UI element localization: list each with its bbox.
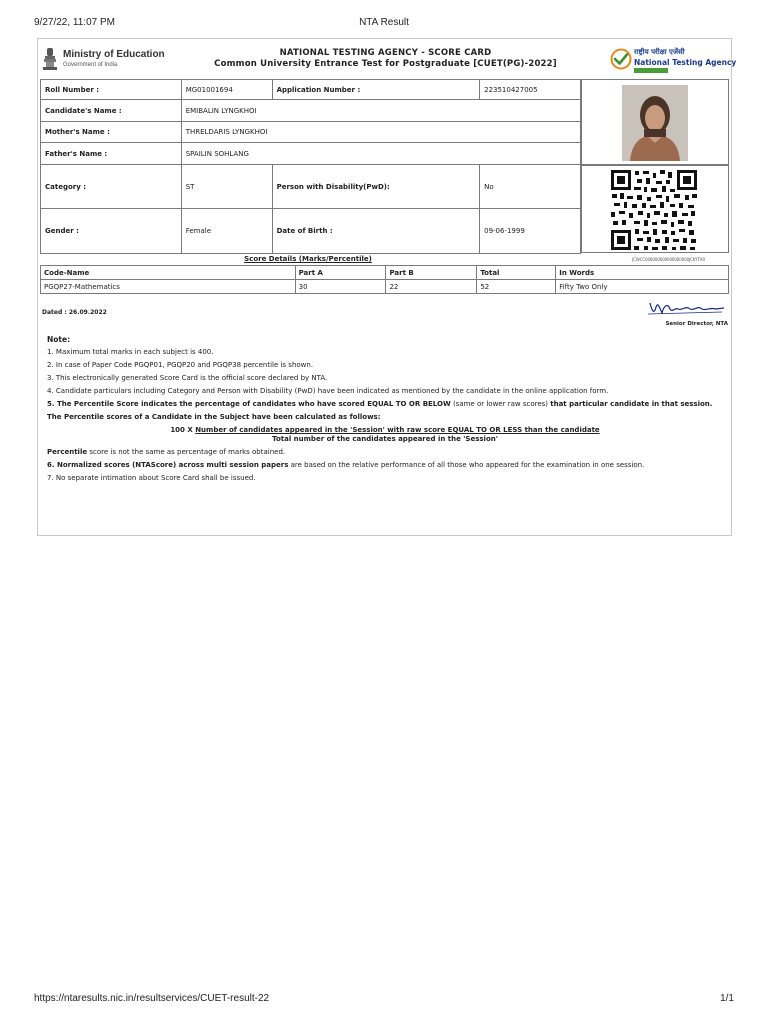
father-name-label: Father's Name : (41, 143, 182, 165)
note-6-rest: are based on the relative performance of all those who appeared for the examination in one session. (290, 461, 645, 469)
table-row (41, 122, 581, 143)
table-row (41, 143, 581, 165)
card-heading (188, 48, 583, 70)
ministry-logo-block (42, 47, 192, 73)
dated-line: Dated : 26.09.2022 (42, 309, 107, 316)
score-table (40, 265, 729, 294)
application-number-label: Application Number : (272, 80, 480, 100)
nta-logo-block (610, 45, 737, 75)
ministry-subtitle: Government of India (63, 62, 118, 68)
col-code-name: Code-Name (41, 266, 296, 280)
note-7: 7. No separate intimation about Score Card shall be issued. (47, 474, 256, 482)
print-header (34, 17, 734, 31)
subject-code-name: PGQP27-Mathematics (41, 280, 296, 294)
table-row (41, 209, 581, 254)
note-5-bold-end: that particular candidate in that session. (550, 400, 713, 408)
print-footer (34, 993, 734, 1007)
note-5 (47, 400, 723, 409)
table-row (41, 100, 581, 122)
note-5-normal: (same or lower raw scores) (452, 400, 549, 408)
score-details-title: Score Details (Marks/Percentile) (244, 255, 372, 263)
part-b-score: 22 (386, 280, 477, 294)
roll-number-value: MG01001694 (181, 80, 272, 100)
total-score: 52 (477, 280, 556, 294)
table-row (41, 80, 581, 100)
score-card (37, 38, 737, 536)
note-2: 2. In case of Paper Code PGQP01, PGQP20 and PGQP38 percentile is shown. (47, 361, 314, 369)
nta-english-name: National Testing Agency (634, 58, 737, 67)
pwd-value: No (480, 165, 581, 209)
note-6 (47, 461, 723, 470)
formula-numerator: Number of candidates appeared in the 'Session' with raw score EQUAL TO OR LESS than the candidate (195, 426, 600, 434)
pwd-label: Person with Disability(PwD): (272, 165, 480, 209)
ministry-name: Ministry of Education (63, 49, 165, 60)
father-name-value: SPAILIN SOHLANG (181, 143, 580, 165)
calc-heading (47, 413, 723, 422)
card-subtitle: Common University Entrance Test for Postgraduate [CUET(PG)-2022] (214, 59, 557, 69)
print-page-title: NTA Result (359, 17, 409, 28)
gender-label: Gender : (41, 209, 182, 254)
col-part-a: Part A (295, 266, 386, 280)
dob-label: Date of Birth : (272, 209, 480, 254)
formula-denominator: Total number of the candidates appeared in the 'Session' (272, 435, 498, 443)
print-page-number: 1/1 (720, 993, 734, 1004)
nta-tagline-bar (634, 68, 668, 73)
photo-cell (581, 79, 729, 165)
mother-name-value: THRELDARIS LYNGKHOI (181, 122, 580, 143)
director-signature (638, 297, 728, 319)
candidate-photo (622, 85, 688, 161)
table-row (41, 280, 729, 294)
percentile-bold: Percentile (47, 448, 88, 456)
col-in-words: In Words (556, 266, 729, 280)
col-part-b: Part B (386, 266, 477, 280)
part-a-score: 30 (295, 280, 386, 294)
nta-logo-icon (610, 48, 632, 70)
candidate-name-label: Candidate's Name : (41, 100, 182, 122)
gender-value: Female (181, 209, 272, 254)
note-1: 1. Maximum total marks in each subject is 400. (47, 348, 214, 356)
note-5-bold: 5. The Percentile Score indicates the percentage of candidates who have scored EQUAL TO OR BELOW (47, 400, 451, 408)
roll-number-label: Roll Number : (41, 80, 182, 100)
print-datetime: 9/27/22, 11:07 PM (34, 17, 115, 28)
national-emblem-icon (42, 47, 58, 71)
score-header-row (41, 266, 729, 280)
candidate-details-table (40, 79, 581, 254)
category-label: Category : (41, 165, 182, 209)
dob-value: 09-06-1999 (480, 209, 581, 254)
note-3: 3. This electronically generated Score Card is the official score declared by NTA. (47, 374, 328, 382)
notes-section (47, 335, 723, 487)
signatory-title: Senior Director, NTA (665, 321, 728, 327)
qr-cell (581, 165, 729, 253)
card-title: NATIONAL TESTING AGENCY - SCORE CARD (279, 48, 492, 58)
candidate-name-value: EMIBALIN LYNGKHOI (181, 100, 580, 122)
table-row (41, 165, 581, 209)
percentile-rest: score is not the same as percentage of marks obtained. (89, 448, 286, 456)
print-url: https://ntaresults.nic.in/resultservices/CUET-result-22 (34, 993, 270, 1004)
note-4: 4. Candidate particulars including Category and Person with Disability (PwD) have been indicated as mentioned by the candidate in the online application form. (47, 387, 609, 395)
score-in-words: Fifty Two Only (556, 280, 729, 294)
note-6-bold: 6. Normalized scores (NTAScore) across multi session papers (47, 461, 289, 469)
nta-hindi-name: राष्ट्रीय परीक्षा एजेंसी (634, 48, 685, 56)
percentile-formula (47, 426, 723, 444)
qr-code (610, 169, 698, 251)
mother-name-label: Mother's Name : (41, 122, 182, 143)
application-number-value: 223510427005 (480, 80, 581, 100)
col-total: Total (477, 266, 556, 280)
percentile-note (47, 448, 723, 457)
score-verification-code: JCWCC000000000000000000JCKYTX0 (632, 257, 705, 262)
calc-heading-text: The Percentile scores of a Candidate in the Subject have been calculated as follows: (47, 413, 381, 421)
category-value: ST (181, 165, 272, 209)
notes-heading: Note: (47, 335, 71, 344)
formula-prefix: 100 X (170, 426, 193, 434)
